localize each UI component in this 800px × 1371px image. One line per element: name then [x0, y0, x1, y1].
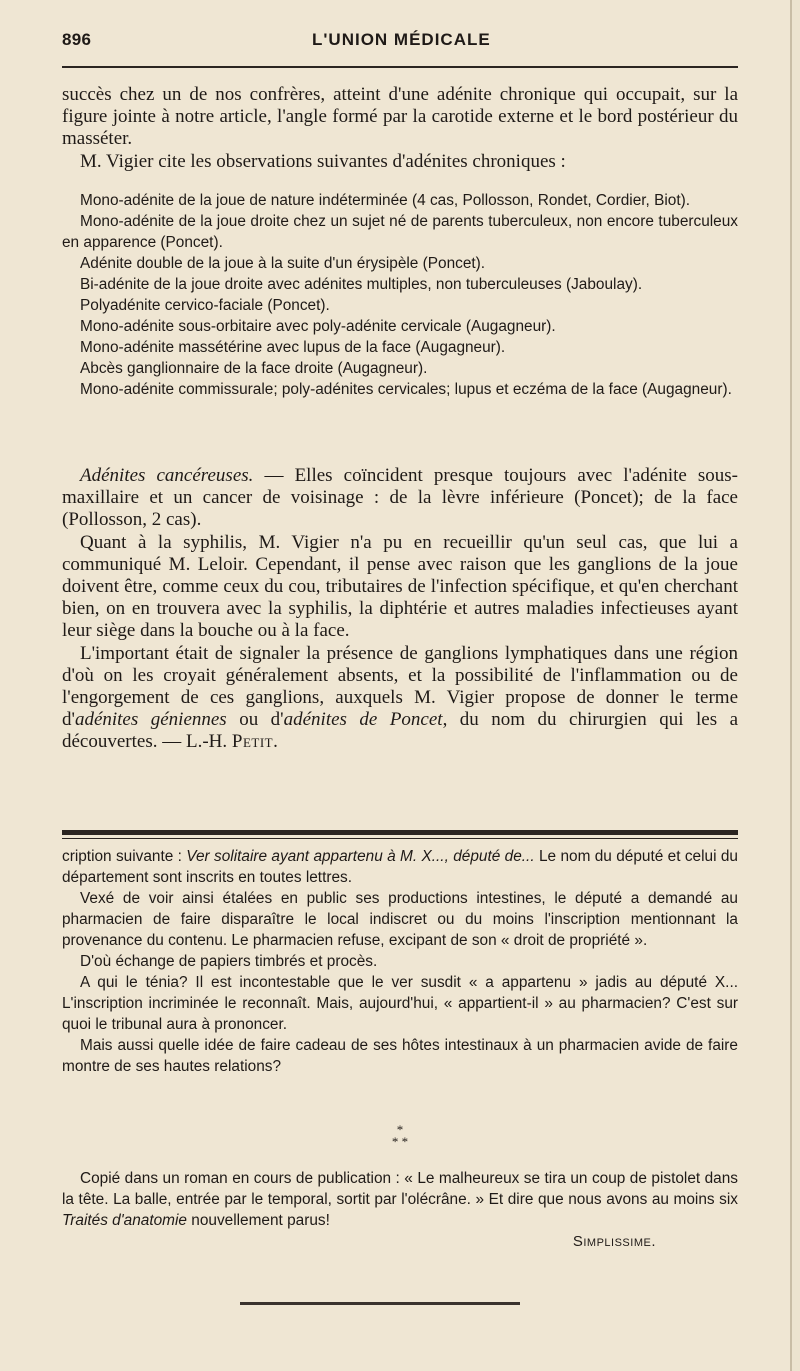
anecdote-paragraph: Vexé de voir ainsi étalées en public ses productions intestines, le député a demandé au pharmacien de faire disparaître le local indiscret ou du moins l'inscription mentionnant la provenance du contenu. Le pharmacien refuse, excipant de son « droit de propriété ».	[62, 890, 738, 949]
anecdote-paragraph: Mais aussi quelle idée de faire cadeau de ses hôtes intestinaux à un pharmacien avide de faire montre de ses hautes relations?	[62, 1037, 738, 1075]
term-adenites-geniennes: adénites géniennes	[74, 709, 227, 731]
case-item: Mono-adénite massétérine avec lupus de la face (Augagneur).	[80, 339, 506, 356]
anecdote-text: Le nom du député et celui du département sont inscrits en toutes lettres.	[62, 848, 738, 886]
conclusion-paragraph	[62, 643, 738, 754]
vigier-intro: M. Vigier cite les observations suivantes d'adénites chroniques :	[80, 150, 566, 172]
quote-signature: Simplissime.	[572, 1233, 656, 1250]
anecdote-text: cription suivante :	[62, 848, 187, 865]
quote-text: Copié dans un roman en cours de publication : « Le malheureux se tira un coup de pistolet dans la tête. La balle, entrée par le temporal, sortit par l'olécrâne. » Et dire que nous avons au moins six	[62, 1170, 738, 1208]
running-title: L'UNION MÉDICALE	[312, 30, 491, 49]
page-number: 896	[62, 30, 92, 49]
term-adenites-de-poncet: adénites de Poncet	[283, 709, 443, 731]
anecdote-paragraph	[62, 846, 738, 888]
author-name: Petit.	[231, 731, 279, 753]
asterism-top: *	[396, 1122, 404, 1137]
article-intro-block	[62, 84, 738, 173]
cancer-paragraph	[62, 465, 738, 532]
conclusion-text: ou d'	[226, 709, 284, 731]
case-item: Mono-adénite de la joue droite chez un sujet né de parents tuberculeux, non encore tuberculeux en apparence (Poncet).	[62, 213, 738, 251]
article-body-block	[62, 465, 738, 754]
conclusion-text: , du nom du chirurgien qui les a découvertes. — L.-H.	[62, 709, 738, 753]
case-item: Abcès ganglionnaire de la face droite (Augagneur).	[80, 360, 428, 377]
syphilis-paragraph: Quant à la syphilis, M. Vigier n'a pu en recueillir qu'un seul cas, que lui a communiqué M. Leloir. Cependant, il pense avec raison que les ganglions de la joue doivent être, comme ceux du cou, tributaires de l'infection spécifique, et qu'en cherchant bien, on en trouvera avec la syphilis, la diphtérie et autres maladies infectieuses ayant leur siège dans la bouche ou à la face.	[62, 531, 738, 642]
anecdote-block	[62, 846, 738, 1077]
case-item: Mono-adénite commissurale; poly-adénites cervicales; lupus et eczéma de la face (Augagneur).	[80, 381, 732, 398]
section-rule-thin	[62, 838, 738, 839]
section-rule-thick	[62, 830, 738, 835]
anecdote-paragraph: D'où échange de papiers timbrés et procès.	[80, 953, 378, 970]
case-item: Bi-adénite de la joue droite avec adénites multiples, non tuberculeuses (Jaboulay).	[80, 276, 643, 293]
quote-paragraph	[62, 1168, 738, 1231]
asterism	[62, 1124, 738, 1154]
quote-block	[62, 1168, 738, 1252]
case-item: Mono-adénite de la joue de nature indéterminée (4 cas, Pollosson, Rondet, Cordier, Biot).	[80, 192, 690, 209]
conclusion-text: L'important était de signaler la présence de ganglions lymphatiques dans une région d'où on les croyait généralement absents, et la possibilité de l'inflammation ou de l'engorgement de ces ganglions, auxquels M. Vigier propose de donner le terme d'	[62, 642, 738, 731]
case-item: Polyadénite cervico-faciale (Poncet).	[80, 297, 330, 314]
quote-book-title: Traités d'anatomie	[62, 1212, 187, 1229]
anecdote-paragraph: A qui le ténia? Il est incontestable que le ver susdit « a appartenu » jadis au député X... L'inscription incriminée le reconnaît. Mais, aujourd'hui, « appartient-il » au pharmacien? C'est sur quoi le tribunal aura à prononcer.	[62, 974, 738, 1033]
header-rule	[62, 66, 738, 68]
cancer-text: — Elles coïncident presque toujours avec l'adénite sous-maxillaire et un cancer de voisinage : de la lèvre inférieure (Poncet); de la face (Pollosson, 2 cas).	[62, 465, 738, 531]
asterism-bottom: * *	[391, 1134, 409, 1149]
page-header	[62, 30, 738, 64]
anecdote-inscription: Ver solitaire ayant appartenu à M. X..., député de...	[186, 848, 535, 865]
case-item: Adénite double de la joue à la suite d'un érysipèle (Poncet).	[80, 255, 486, 272]
case-item: Mono-adénite sous-orbitaire avec poly-adénite cervicale (Augagneur).	[80, 318, 556, 335]
footer-rule	[240, 1302, 520, 1305]
case-list	[62, 190, 738, 400]
article-intro: succès chez un de nos confrères, atteint d'une adénite chronique qui occupait, sur la figure jointe à notre article, l'angle formé par la carotide externe et le bord postérieur du masséter.	[62, 84, 738, 150]
cancer-heading: Adénites cancéreuses.	[80, 465, 254, 486]
quote-text: nouvellement parus!	[186, 1212, 330, 1229]
